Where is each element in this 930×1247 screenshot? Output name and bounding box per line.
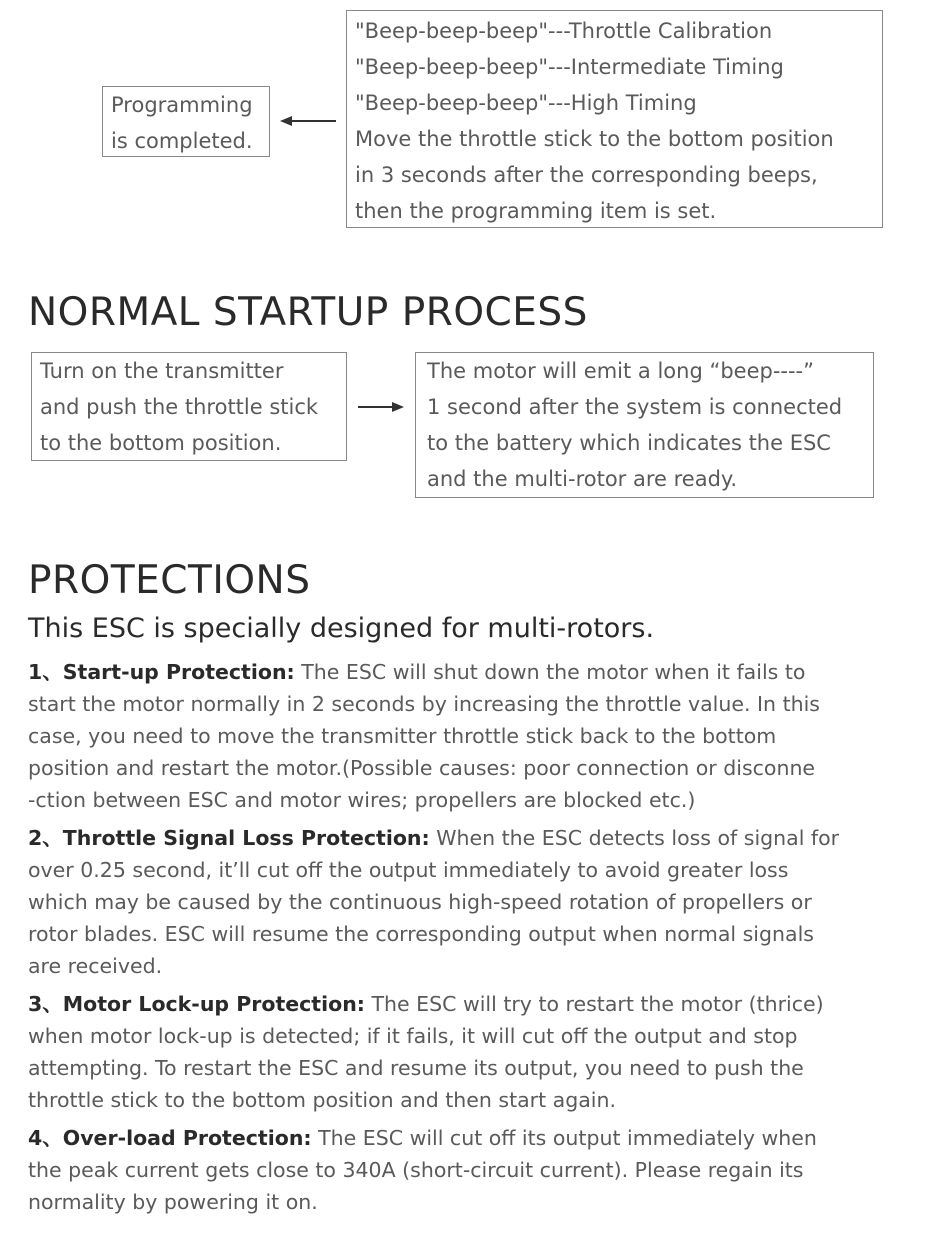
startup-heading: NORMAL STARTUP PROCESS <box>28 290 588 335</box>
protection-text: normality by powering it on. <box>28 1190 318 1214</box>
protection-text: the peak current gets close to 340A (short-circuit current). Please regain its <box>28 1158 804 1182</box>
left-arrow-icon <box>278 112 338 130</box>
protection-item <box>28 1122 908 1218</box>
protection-text: rotor blades. ESC will resume the corresponding output when normal signals <box>28 922 814 946</box>
protection-text: attempting. To restart the ESC and resume its output, you need to push the <box>28 1056 804 1080</box>
protection-item <box>28 822 908 982</box>
protection-text: throttle stick to the bottom position and then start again. <box>28 1088 616 1112</box>
protections-heading: PROTECTIONS <box>28 558 311 603</box>
startup-step1-line: to the bottom position. <box>40 431 282 455</box>
programming-info-line: in 3 seconds after the corresponding beeps, <box>355 163 818 187</box>
startup-step2-line: and the multi-rotor are ready. <box>427 467 738 491</box>
protection-text: The ESC will shut down the motor when it fails to <box>294 660 806 684</box>
protection-text: case, you need to move the transmitter throttle stick back to the bottom <box>28 724 777 748</box>
startup-step2-box <box>415 352 874 498</box>
startup-step1-box <box>31 352 347 461</box>
protection-text: When the ESC detects loss of signal for <box>429 826 840 850</box>
programming-completed-box <box>102 86 270 157</box>
startup-step2-line: to the battery which indicates the ESC <box>427 431 831 455</box>
startup-step2-line: 1 second after the system is connected <box>427 395 843 419</box>
programming-completed-line: Programming <box>111 93 253 117</box>
protection-text: -ction between ESC and motor wires; propellers are blocked etc.) <box>28 788 696 812</box>
programming-info-line: then the programming item is set. <box>355 199 717 223</box>
protection-text: over 0.25 second, it’ll cut off the output immediately to avoid greater loss <box>28 858 789 882</box>
protections-subtitle: This ESC is specially designed for multi-rotors. <box>28 613 655 644</box>
right-arrow-icon <box>356 398 406 416</box>
protection-text: when motor lock-up is detected; if it fails, it will cut off the output and stop <box>28 1024 798 1048</box>
programming-completed-line: is completed. <box>111 129 253 153</box>
protection-lead: 3、Motor Lock-up Protection: <box>28 992 365 1016</box>
programming-info-line: "Beep-beep-beep"---Throttle Calibration <box>355 19 773 43</box>
startup-step2-line: The motor will emit a long “beep----” <box>427 359 815 383</box>
protection-text: are received. <box>28 954 163 978</box>
protection-item <box>28 656 908 816</box>
programming-info-line: Move the throttle stick to the bottom position <box>355 127 834 151</box>
protection-lead: 2、Throttle Signal Loss Protection: <box>28 826 430 850</box>
programming-info-line: "Beep-beep-beep"---Intermediate Timing <box>355 55 784 79</box>
programming-info-box <box>346 10 883 228</box>
protection-lead: 1、Start-up Protection: <box>28 660 295 684</box>
protection-lead: 4、Over-load Protection: <box>28 1126 312 1150</box>
programming-info-line: "Beep-beep-beep"---High Timing <box>355 91 697 115</box>
startup-step1-line: Turn on the transmitter <box>40 359 284 383</box>
protection-text: position and restart the motor.(Possible causes: poor connection or disconne <box>28 756 816 780</box>
protection-text: The ESC will cut off its output immediately when <box>311 1126 817 1150</box>
protection-text: which may be caused by the continuous high-speed rotation of propellers or <box>28 890 812 914</box>
startup-step1-line: and push the throttle stick <box>40 395 319 419</box>
protection-text: The ESC will try to restart the motor (thrice) <box>365 992 824 1016</box>
protection-text: start the motor normally in 2 seconds by increasing the throttle value. In this <box>28 692 820 716</box>
protection-item <box>28 988 908 1116</box>
